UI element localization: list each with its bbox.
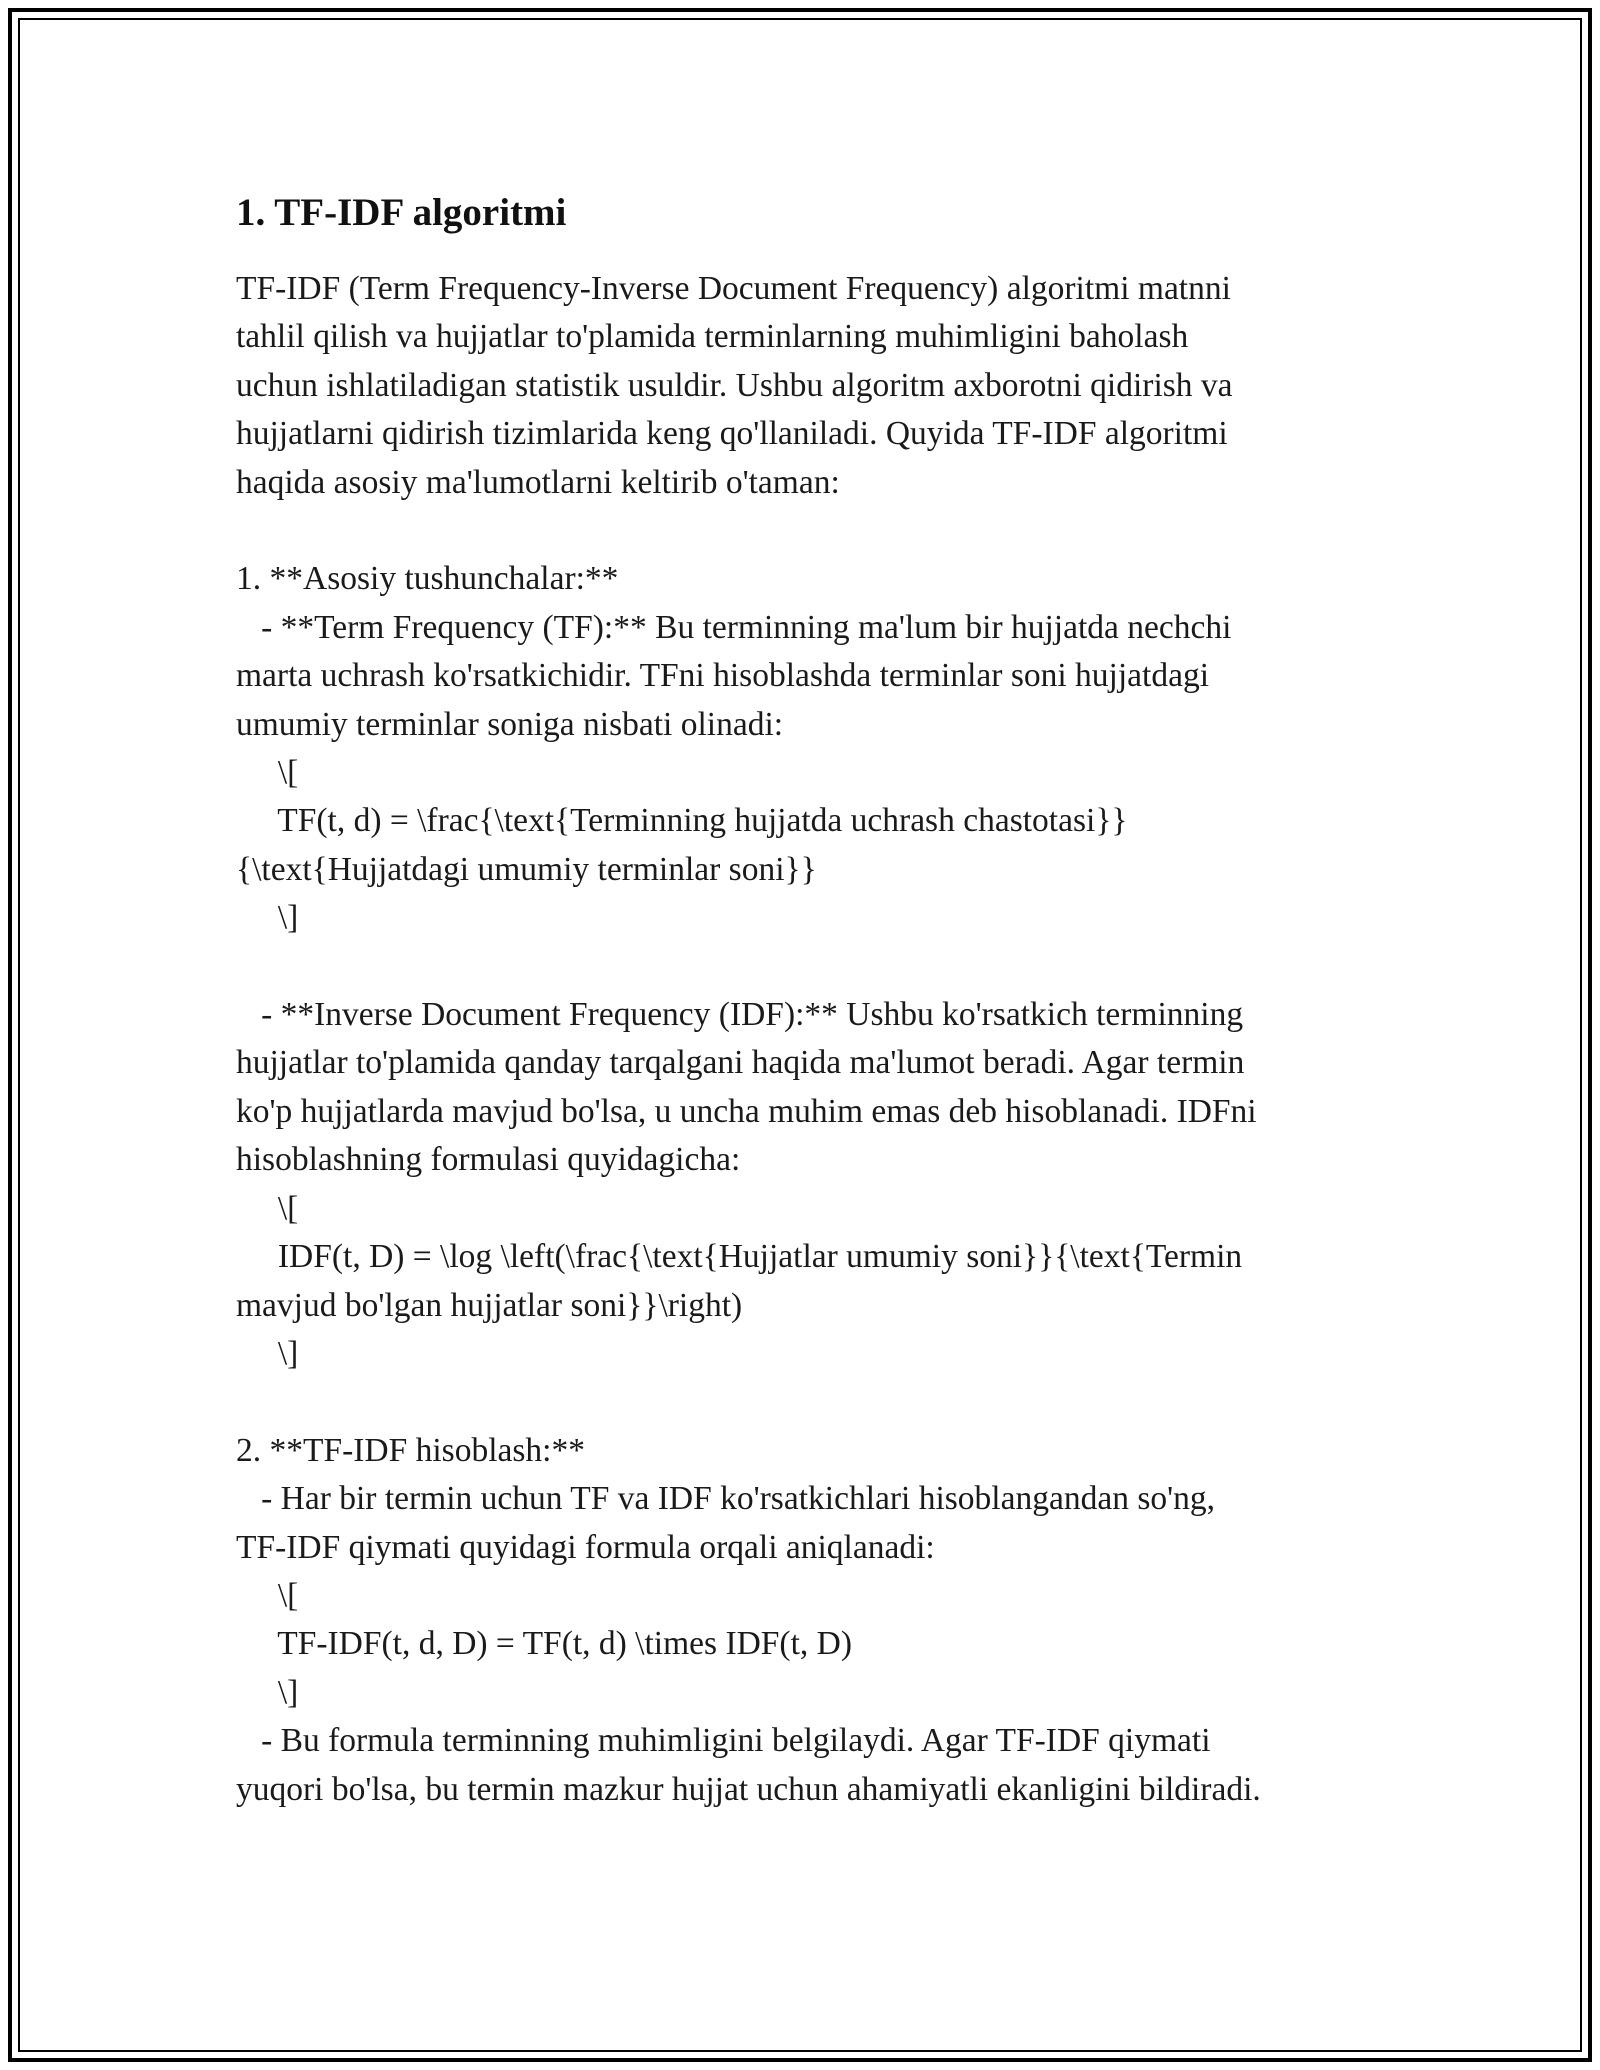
formula-line: {\text{Hujjatdagi umumiy terminlar soni}} — [236, 850, 817, 888]
blank-line — [236, 1378, 1386, 1426]
formula-line: \[ — [236, 1576, 299, 1614]
list-item-line: - Har bir termin uchun TF va IDF ko'rsatkichlari hisoblangandan so'ng, — [236, 1480, 1216, 1518]
formula-line: \[ — [236, 754, 299, 792]
formula-line: TF-IDF(t, d, D) = TF(t, d) \times IDF(t, D) — [236, 1625, 852, 1663]
body-line: haqida asosiy ma'lumotlarni keltirib o'taman: — [236, 463, 840, 501]
body-line: hujjatlarni qidirish tizimlarida keng qo'llaniladi. Quyida TF-IDF algoritmi — [236, 415, 1228, 453]
body-line: yuqori bo'lsa, bu termin mazkur hujjat uchun ahamiyatli ekanligini bildiradi. — [236, 1770, 1261, 1808]
formula-line: \] — [236, 899, 299, 937]
blank-line — [236, 507, 1386, 555]
formula-line: TF(t, d) = \frac{\text{Terminning hujjatda uchrash chastotasi}} — [236, 802, 1128, 840]
body-line: marta uchrash ko'rsatkichidir. TFni hisoblashda terminlar soni hujjatdagi — [236, 657, 1210, 695]
body-line: uchun ishlatiladigan statistik usuldir. Ushbu algoritm axborotni qidirish va — [236, 366, 1233, 404]
list-item-line: - Bu formula terminning muhimligini belgilaydi. Agar TF-IDF qiymati — [236, 1722, 1211, 1760]
document-content — [236, 185, 1386, 1814]
body-line: TF-IDF qiymati quyidagi formula orqali aniqlanadi: — [236, 1528, 935, 1566]
body-line: hisoblashning formulasi quyidagicha: — [236, 1141, 741, 1179]
section-heading: 1. **Asosiy tushunchalar:** — [236, 560, 619, 598]
document-body — [236, 265, 1386, 1814]
document-title: 1. TF-IDF algoritmi — [236, 191, 567, 234]
formula-line: mavjud bo'lgan hujjatlar soni}}\right) — [236, 1286, 743, 1324]
body-line: umumiy terminlar soniga nisbati olinadi: — [236, 705, 784, 743]
list-item-line: - **Inverse Document Frequency (IDF):** Ushbu ko'rsatkich terminning — [236, 996, 1244, 1034]
section-heading: 2. **TF-IDF hisoblash:** — [236, 1431, 585, 1469]
body-line: ko'p hujjatlarda mavjud bo'lsa, u uncha muhim emas deb hisoblanadi. IDFni — [236, 1092, 1257, 1130]
formula-line: \] — [236, 1334, 299, 1372]
body-line: tahlil qilish va hujjatlar to'plamida terminlarning muhimligini baholash — [236, 318, 1189, 356]
list-item-line: - **Term Frequency (TF):** Bu terminning ma'lum bir hujjatda nechchi — [236, 608, 1232, 646]
body-line: hujjatlar to'plamida qanday tarqalgani haqida ma'lumot beradi. Agar termin — [236, 1044, 1245, 1082]
formula-line: \[ — [236, 1189, 299, 1227]
body-line: TF-IDF (Term Frequency-Inverse Document Frequency) algoritmi matnni — [236, 270, 1231, 307]
formula-line: \] — [236, 1673, 299, 1711]
blank-line — [236, 943, 1386, 991]
formula-line: IDF(t, D) = \log \left(\frac{\text{Hujjatlar umumiy soni}}{\text{Termin — [236, 1238, 1243, 1276]
